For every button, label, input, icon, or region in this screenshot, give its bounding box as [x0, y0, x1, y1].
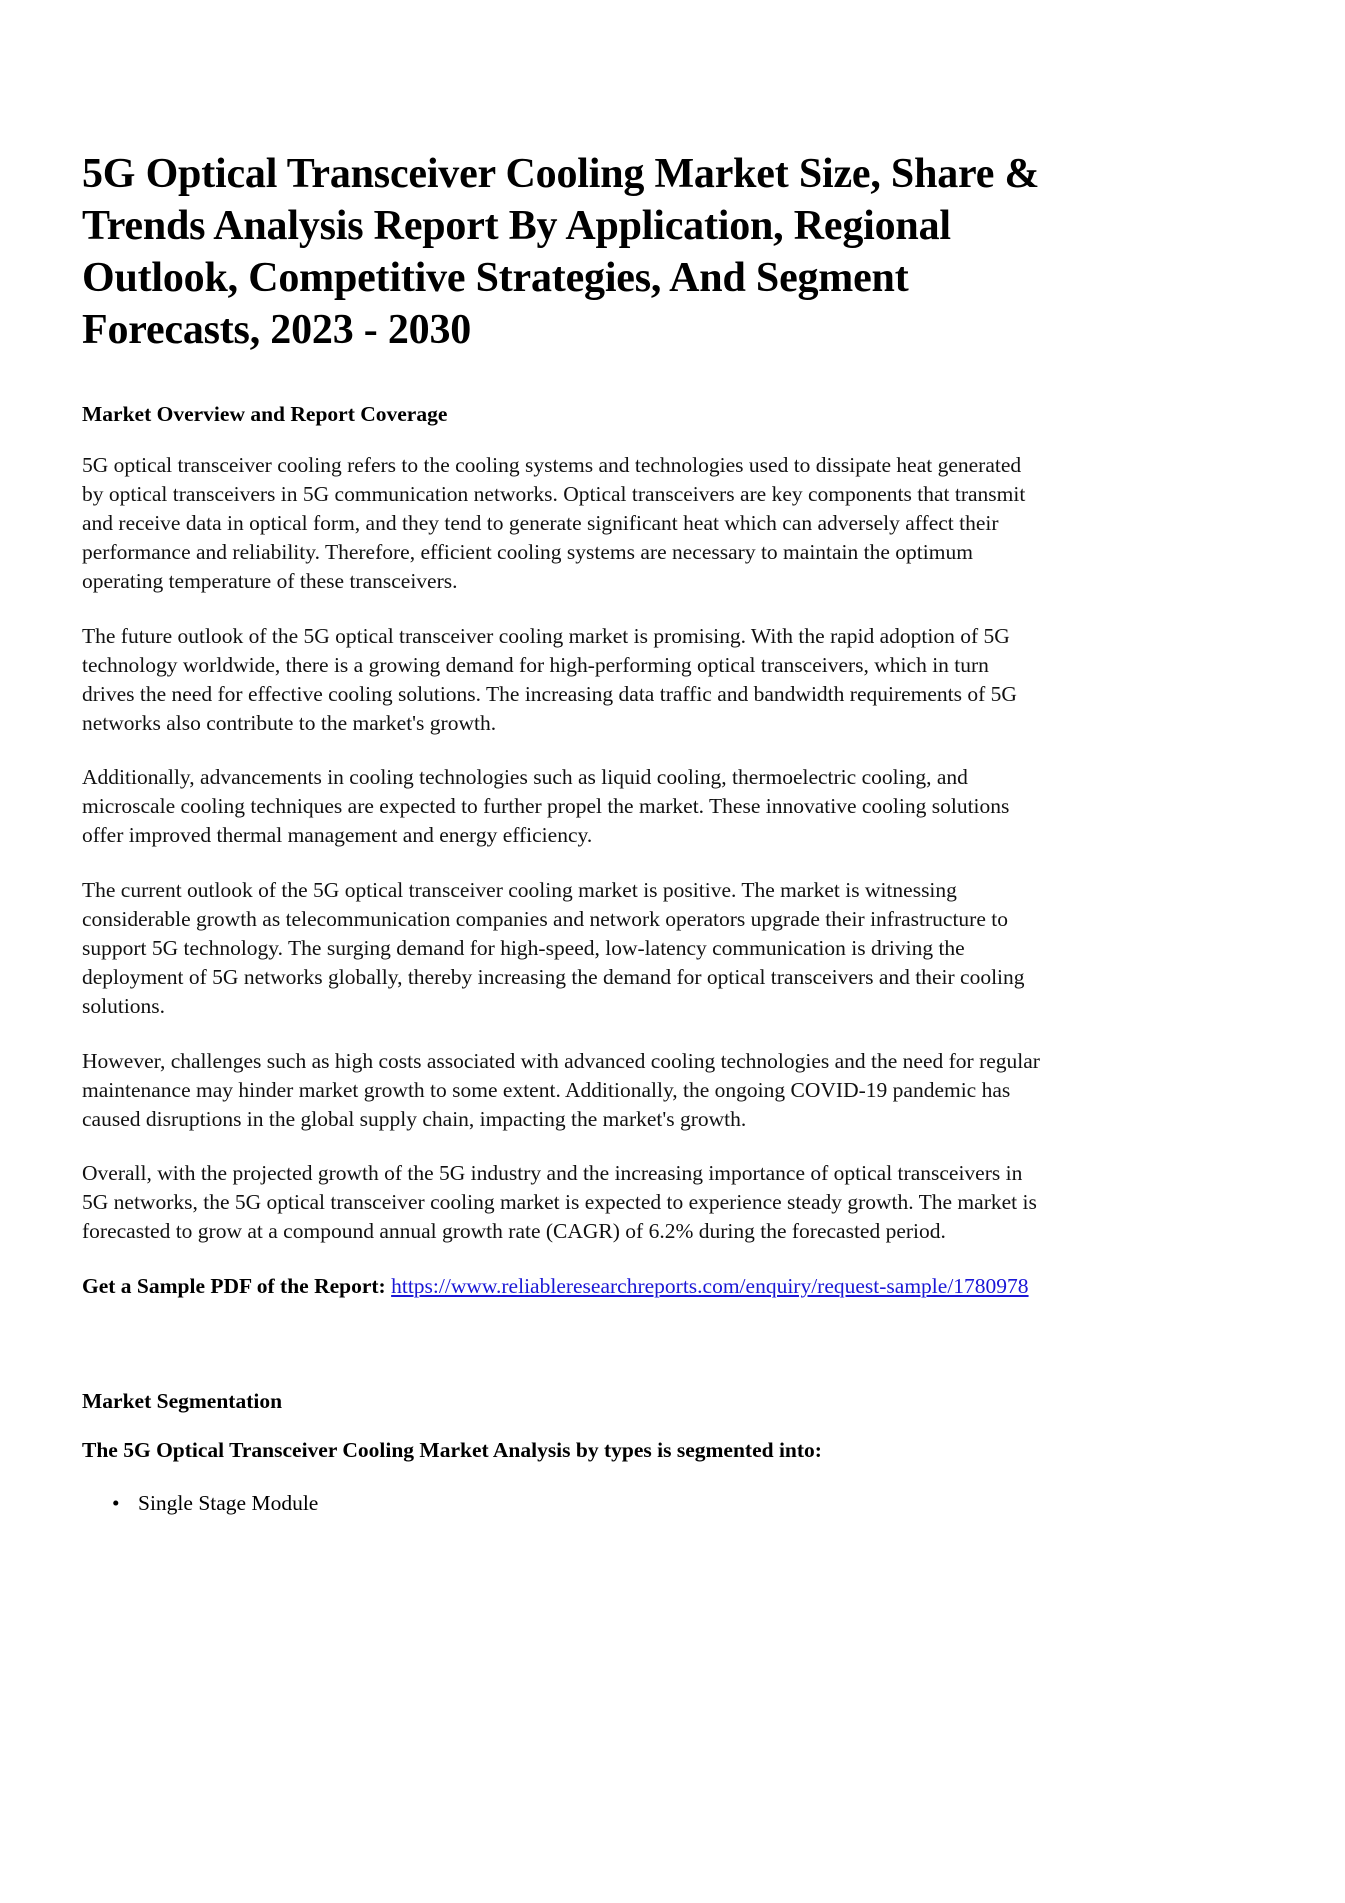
section-spacer — [82, 1327, 1040, 1389]
paragraph-current-outlook: The current outlook of the 5G optical transceiver cooling market is positive. The market is witnessing considerable growth as telecommunication companies and network operators upgrade their infrastructure to support 5G technology. The surging demand for high-speed, low-latency communication is driving the deployment of 5G networks globally, thereby increasing the demand for optical transceivers and their cooling solutions. — [82, 878, 1025, 1018]
section-heading-market-overview: Market Overview and Report Coverage — [82, 402, 448, 427]
paragraph-technology-advancements: Additionally, advancements in cooling technologies such as liquid cooling, thermoelectric cooling, and microscale cooling techniques are expected to further propel the market. These innovative cooling solutions offer improved thermal management and energy efficiency. — [82, 765, 1010, 848]
list-item: • Single Stage Module — [138, 1489, 1040, 1518]
segmentation-types-subheading: The 5G Optical Transceiver Cooling Market Analysis by types is segmented into: — [82, 1438, 822, 1463]
sample-pdf-line — [82, 1272, 1040, 1301]
section-heading-market-segmentation: Market Segmentation — [82, 1389, 283, 1414]
paragraph-definition: 5G optical transceiver cooling refers to the cooling systems and technologies used to dissipate heat generated by optical transceivers in 5G communication networks. Optical transceivers are key components that transmit and receive data in optical form, and they tend to generate significant heat which can adversely affect their performance and reliability. Therefore, efficient cooling systems are necessary to maintain the optimum operating temperature of these transceivers. — [82, 453, 1026, 593]
paragraph-overall-forecast: Overall, with the projected growth of the 5G industry and the increasing importance of optical transceivers in 5G networks, the 5G optical transceiver cooling market is expected to experience steady growth. The market is forecasted to grow at a compound annual growth rate (CAGR) of 6.2% during the forecasted period. — [82, 1161, 1037, 1244]
sample-pdf-label: Get a Sample PDF of the Report: — [82, 1274, 386, 1299]
paragraph-future-outlook: The future outlook of the 5G optical transceiver cooling market is promising. With the rapid adoption of 5G technology worldwide, there is a growing demand for high-performing optical transceivers, which in turn drives the need for effective cooling solutions. The increasing data traffic and bandwidth requirements of 5G networks also contribute to the market's growth. — [82, 623, 1017, 735]
page-title: 5G Optical Transceiver Cooling Market Size, Share & Trends Analysis Report By Application, Regional Outlook, Competitive Strategies, And Segment Forecasts, 2023 - 2030 — [82, 151, 1040, 354]
segmentation-type-list — [82, 1489, 1040, 1518]
paragraph-challenges: However, challenges such as high costs associated with advanced cooling technologies and the need for regular maintenance may hinder market growth to some extent. Additionally, the ongoing COVID-19 pandemic has caused disruptions in the global supply chain, impacting the market's growth. — [82, 1048, 1040, 1131]
sample-pdf-link[interactable]: https://www.reliableresearchreports.com/enquiry/request-sample/1780978 — [391, 1274, 1029, 1299]
